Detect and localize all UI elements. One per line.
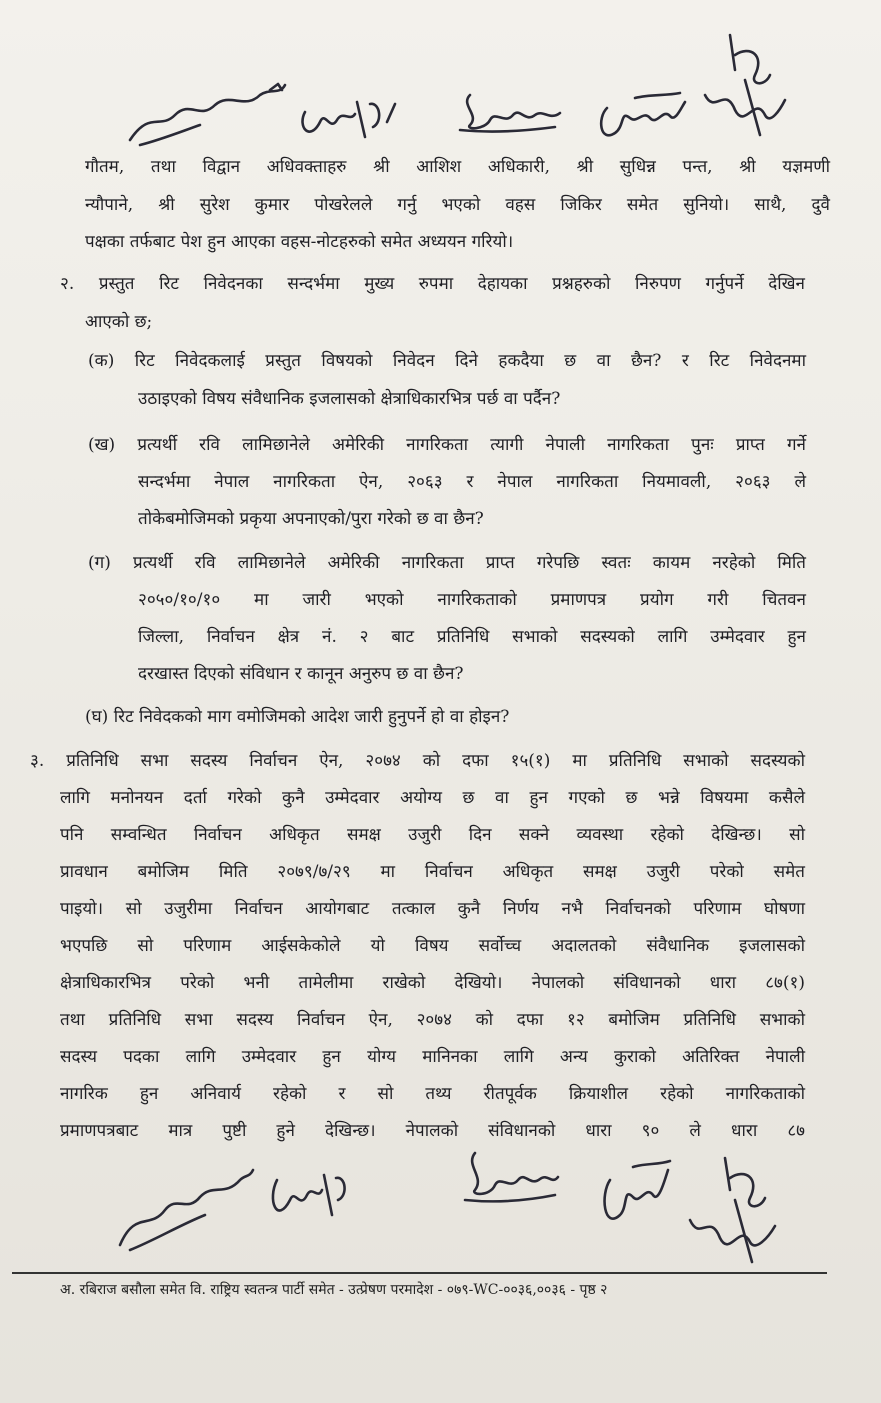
text-line: २०५०/१०/१० मा जारी भएको नागरिकताको प्रमाणपत्र प्रयोग गरी चितवन [138, 590, 806, 610]
text-line: प्रमाणपत्रबाट मात्र पुष्टी हुने देखिन्छ। नेपालको संविधानको धारा ९० ले धारा ८७ [60, 1121, 805, 1141]
text-line: (घ) रिट निवेदकको माग वमोजिमको आदेश जारी हुनुपर्ने हो वा होइन? [85, 707, 510, 727]
bottom-signatures [0, 1140, 881, 1265]
text-line: ३. प्रतिनिधि सभा सदस्य निर्वाचन ऐन, २०७४ को दफा १५(१) मा प्रतिनिधि सभाको सदस्यको [30, 751, 805, 771]
text-line: तथा प्रतिनिधि सभा सदस्य निर्वाचन ऐन, २०७४ को दफा १२ बमोजिम प्रतिनिधि सभाको [60, 1010, 805, 1030]
signature-5-bottom [680, 1150, 780, 1265]
footer-divider [12, 1272, 827, 1274]
text-line: लागि मनोनयन दर्ता गरेको कुनै उम्मेदवार अयोग्य छ वा हुन गएको छ भन्ने विषयमा कसैले [60, 788, 805, 808]
text-line: सदस्य पदका लागि उम्मेदवार हुन योग्य मानिनका लागि अन्य कुराको अतिरिक्त नेपाली [60, 1047, 805, 1067]
text-line: दरखास्त दिएको संविधान र कानून अनुरुप छ वा छैन? [138, 664, 464, 684]
signature-1-bottom [105, 1155, 255, 1255]
text-line: पनि सम्वन्धित निर्वाचन अधिकृत समक्ष उजुरी दिन सक्ने व्यवस्था रहेको देखिन्छ। सो [60, 825, 805, 845]
text-line: क्षेत्राधिकारभित्र परेको भनी तामेलीमा राखेको देखियो। नेपालको संविधानको धारा ८७(१) [60, 973, 805, 993]
text-line: (क) रिट निवेदकलाई प्रस्तुत विषयको निवेदन दिने हकदैया छ वा छैन? र रिट निवेदनमा [88, 351, 807, 371]
text-line: भएपछि सो परिणाम आईसकेकोले यो विषय सर्वोच्च अदालतको संवैधानिक इजलासको [60, 936, 805, 956]
text-line: पाइयो। सो उजुरीमा निर्वाचन आयोगबाट तत्काल कुनै निर्णय नभै निर्वाचनको परिणाम घोषणा [60, 899, 805, 919]
footer-citation: अ. रबिराज बसौला समेत वि. राष्ट्रिय स्वतन्त्र पार्टी समेत - उत्प्रेषण परमादेश - ०७९-WC-००३६,००३६ - पृष्ठ २ [60, 1282, 608, 1298]
text-line: सन्दर्भमा नेपाल नागरिकता ऐन, २०६३ र नेपाल नागरिकता नियमावली, २०६३ ले [138, 472, 806, 492]
text-line: तोकेबमोजिमको प्रकृया अपनाएको/पुरा गरेको छ वा छैन? [138, 509, 484, 529]
signature-3-top [455, 85, 565, 140]
signature-1-top [120, 70, 290, 150]
signature-2-bottom [262, 1160, 352, 1235]
text-line: (ख) प्रत्यर्थी रवि लामिछानेले अमेरिकी नागरिकता त्यागी नेपाली नागरिकता पुनः प्राप्त गर्ने [88, 435, 806, 455]
signature-4-top [595, 88, 695, 148]
text-line: उठाइएको विषय संवैधानिक इजलासको क्षेत्राधिकारभित्र पर्छ वा पर्दैन? [138, 389, 561, 409]
text-line: न्यौपाने, श्री सुरेश कुमार पोखरेलले गर्नु भएको वहस जिकिर समेत सुनियो। साथै, दुवै [85, 195, 830, 215]
text-line: जिल्ला, निर्वाचन क्षेत्र नं. २ बाट प्रतिनिधि सभाको सदस्यको लागि उम्मेदवार हुन [138, 627, 806, 647]
text-line: पक्षका तर्फबाट पेश हुन आएका वहस-नोटहरुको समेत अध्ययन गरियो। [85, 232, 514, 252]
text-line: (ग) प्रत्यर्थी रवि लामिछानेले अमेरिकी नागरिकता प्राप्त गरेपछि स्वतः कायम नरहेको मिति [88, 553, 806, 573]
signature-2-top [295, 92, 415, 147]
signature-5-top [690, 25, 790, 140]
text-line: नागरिक हुन अनिवार्य रहेको र सो तथ्य रीतपूर्वक क्रियाशील रहेको नागरिकताको [60, 1084, 805, 1104]
signature-3-bottom [460, 1145, 560, 1210]
signature-4-bottom [598, 1155, 673, 1235]
text-line: आएको छ; [85, 312, 153, 332]
text-line: २. प्रस्तुत रिट निवेदनका सन्दर्भमा मुख्य रुपमा देहायका प्रश्नहरुको निरुपण गर्नुपर्ने देखिन [60, 274, 805, 294]
top-signatures [0, 0, 881, 150]
text-line: प्रावधान बमोजिम मिति २०७९/७/२९ मा निर्वाचन अधिकृत समक्ष उजुरी परेको समेत [60, 862, 805, 882]
text-line: गौतम, तथा विद्वान अधिवक्ताहरु श्री आशिश अधिकारी, श्री सुधिन्न पन्त, श्री यज्ञमणी [85, 157, 830, 177]
